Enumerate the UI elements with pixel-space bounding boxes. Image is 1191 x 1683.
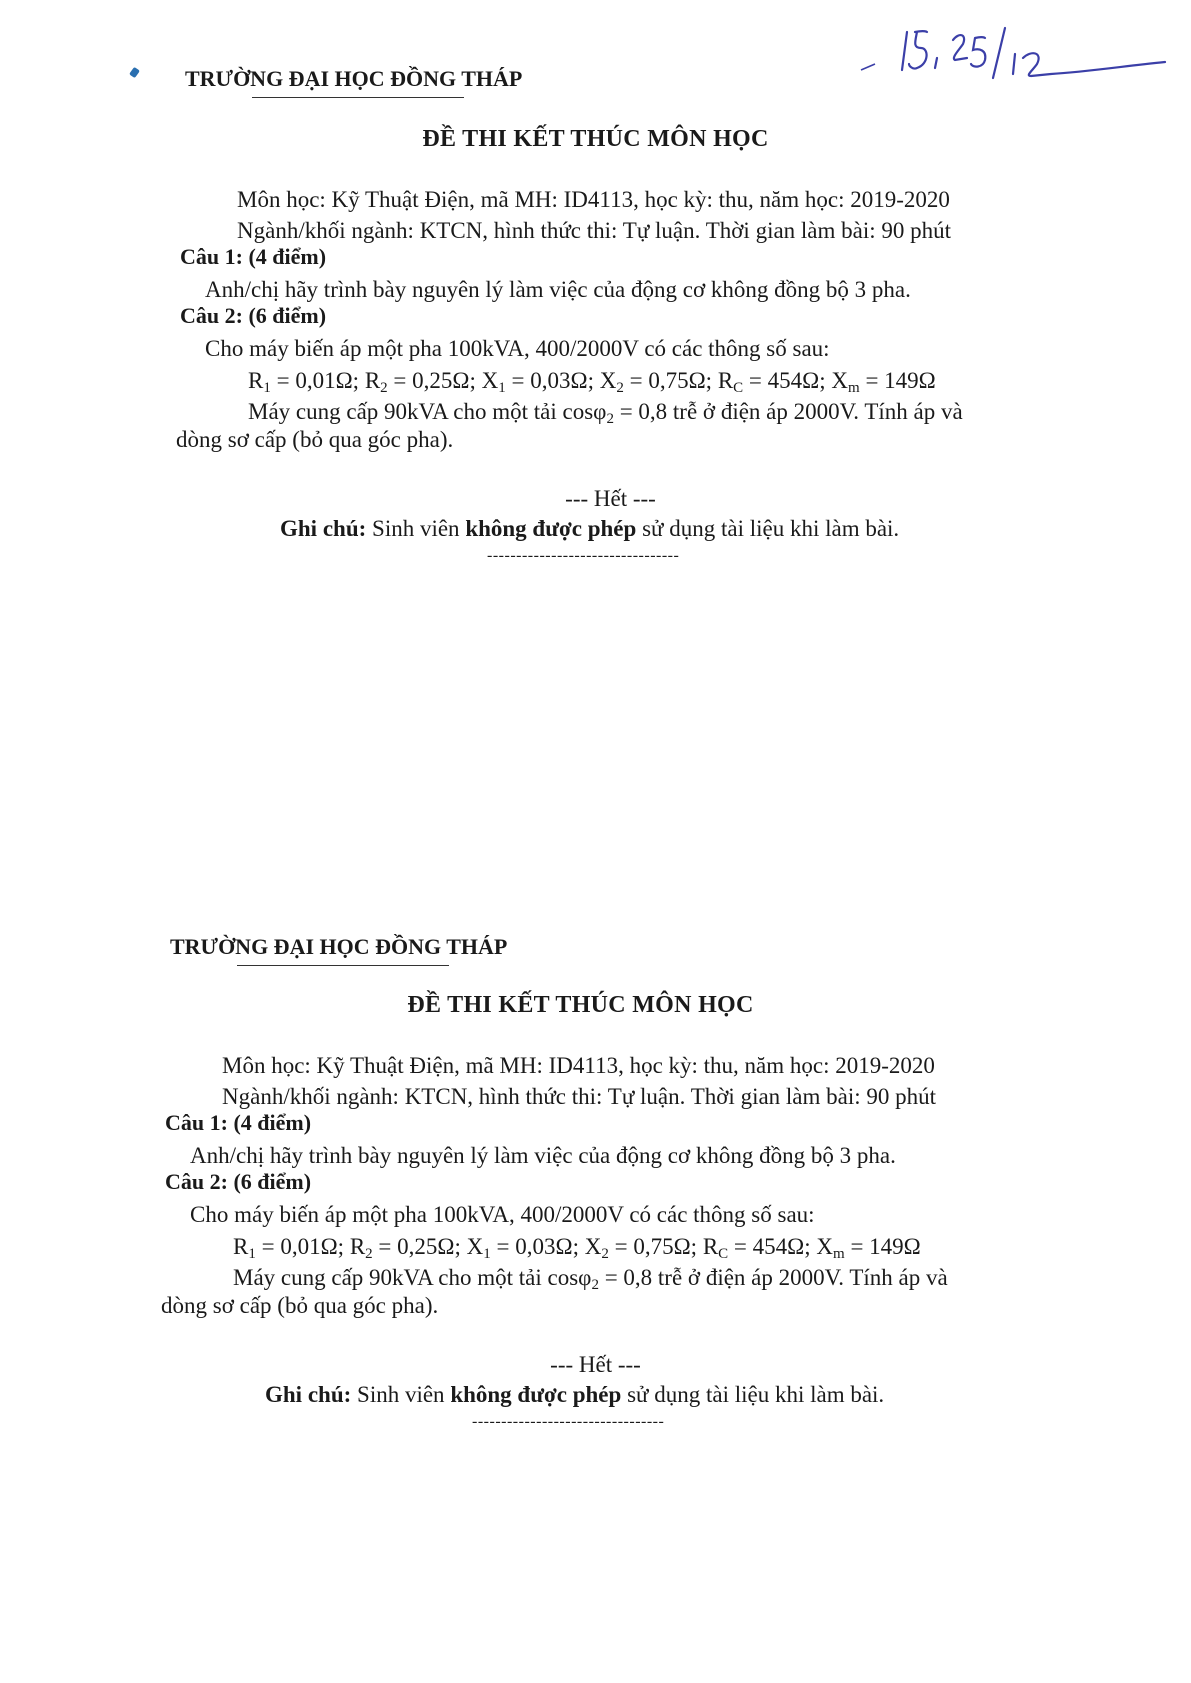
question-2-task: Máy cung cấp 90kVA cho một tải cosφ$_2$ = 0,8 trễ ở điện áp 2000V. Tính áp và — [233, 1265, 948, 1293]
course-info: Môn học: Kỹ Thuật Điện, mã MH: ID4113, học kỳ: thu, năm học: 2019-2020 — [222, 1053, 935, 1078]
transformer-parameters: $R_1 = 0,01\Omega$; $R_2 = 0,25\Omega$; $X_1 = 0,03\Omega$; $X_2 = 0,75\Omega$; $R_C = 454\Omega$; $X_m = 149\Omega$ — [233, 1234, 921, 1262]
school-name: TRƯỜNG ĐẠI HỌC ĐỒNG THÁP — [170, 934, 508, 959]
exam-format-info: Ngành/khối ngành: KTCN, hình thức thi: Tự luận. Thời gian làm bài: 90 phút — [222, 1084, 937, 1109]
question-1-heading: Câu 1: (4 điểm) — [180, 244, 327, 269]
question-1-text: Anh/chị hãy trình bày nguyên lý làm việc của động cơ không đồng bộ 3 pha. — [190, 1143, 896, 1168]
exam-title: ĐỀ THI KẾT THÚC MÔN HỌC — [422, 126, 769, 152]
exam-note: Ghi chú: Sinh viên không được phép sử dụng tài liệu khi làm bài. — [265, 1382, 885, 1407]
question-2-task: Máy cung cấp 90kVA cho một tải cosφ$_2$ = 0,8 trễ ở điện áp 2000V. Tính áp và — [248, 399, 963, 427]
school-name: TRƯỜNG ĐẠI HỌC ĐỒNG THÁP — [185, 66, 523, 91]
course-info: Môn học: Kỹ Thuật Điện, mã MH: ID4113, học kỳ: thu, năm học: 2019-2020 — [237, 187, 950, 212]
question-2-text: Cho máy biến áp một pha 100kVA, 400/2000V có các thông số sau: — [205, 336, 830, 361]
closing-dashes: --------------------------------- — [487, 547, 680, 564]
transformer-parameters: $R_1 = 0,01\Omega$; $R_2 = 0,25\Omega$; $X_1 = 0,03\Omega$; $X_2 = 0,75\Omega$; $R_C = 454\Omega$; $X_m = 149\Omega$ — [248, 368, 936, 396]
exam-copy-1 — [0, 0, 1191, 564]
question-2-task-cont: dòng sơ cấp (bỏ qua góc pha). — [161, 1293, 439, 1318]
question-2-heading: Câu 2: (6 điểm) — [165, 1169, 312, 1194]
exam-title: ĐỀ THI KẾT THÚC MÔN HỌC — [407, 992, 754, 1018]
exam-note: Ghi chú: Sinh viên không được phép sử dụng tài liệu khi làm bài. — [280, 516, 900, 541]
end-marker: --- Hết --- — [550, 1352, 641, 1377]
exam-copy-2 — [0, 866, 1191, 1430]
closing-dashes: --------------------------------- — [472, 1413, 665, 1430]
end-marker: --- Hết --- — [565, 486, 656, 511]
question-1-text: Anh/chị hãy trình bày nguyên lý làm việc của động cơ không đồng bộ 3 pha. — [205, 277, 911, 302]
school-underline — [237, 965, 449, 966]
question-1-heading: Câu 1: (4 điểm) — [165, 1110, 312, 1135]
question-2-heading: Câu 2: (6 điểm) — [180, 303, 327, 328]
question-2-text: Cho máy biến áp một pha 100kVA, 400/2000V có các thông số sau: — [190, 1202, 815, 1227]
school-underline — [252, 97, 464, 98]
exam-format-info: Ngành/khối ngành: KTCN, hình thức thi: Tự luận. Thời gian làm bài: 90 phút — [237, 218, 952, 243]
question-2-task-cont: dòng sơ cấp (bỏ qua góc pha). — [176, 427, 454, 452]
